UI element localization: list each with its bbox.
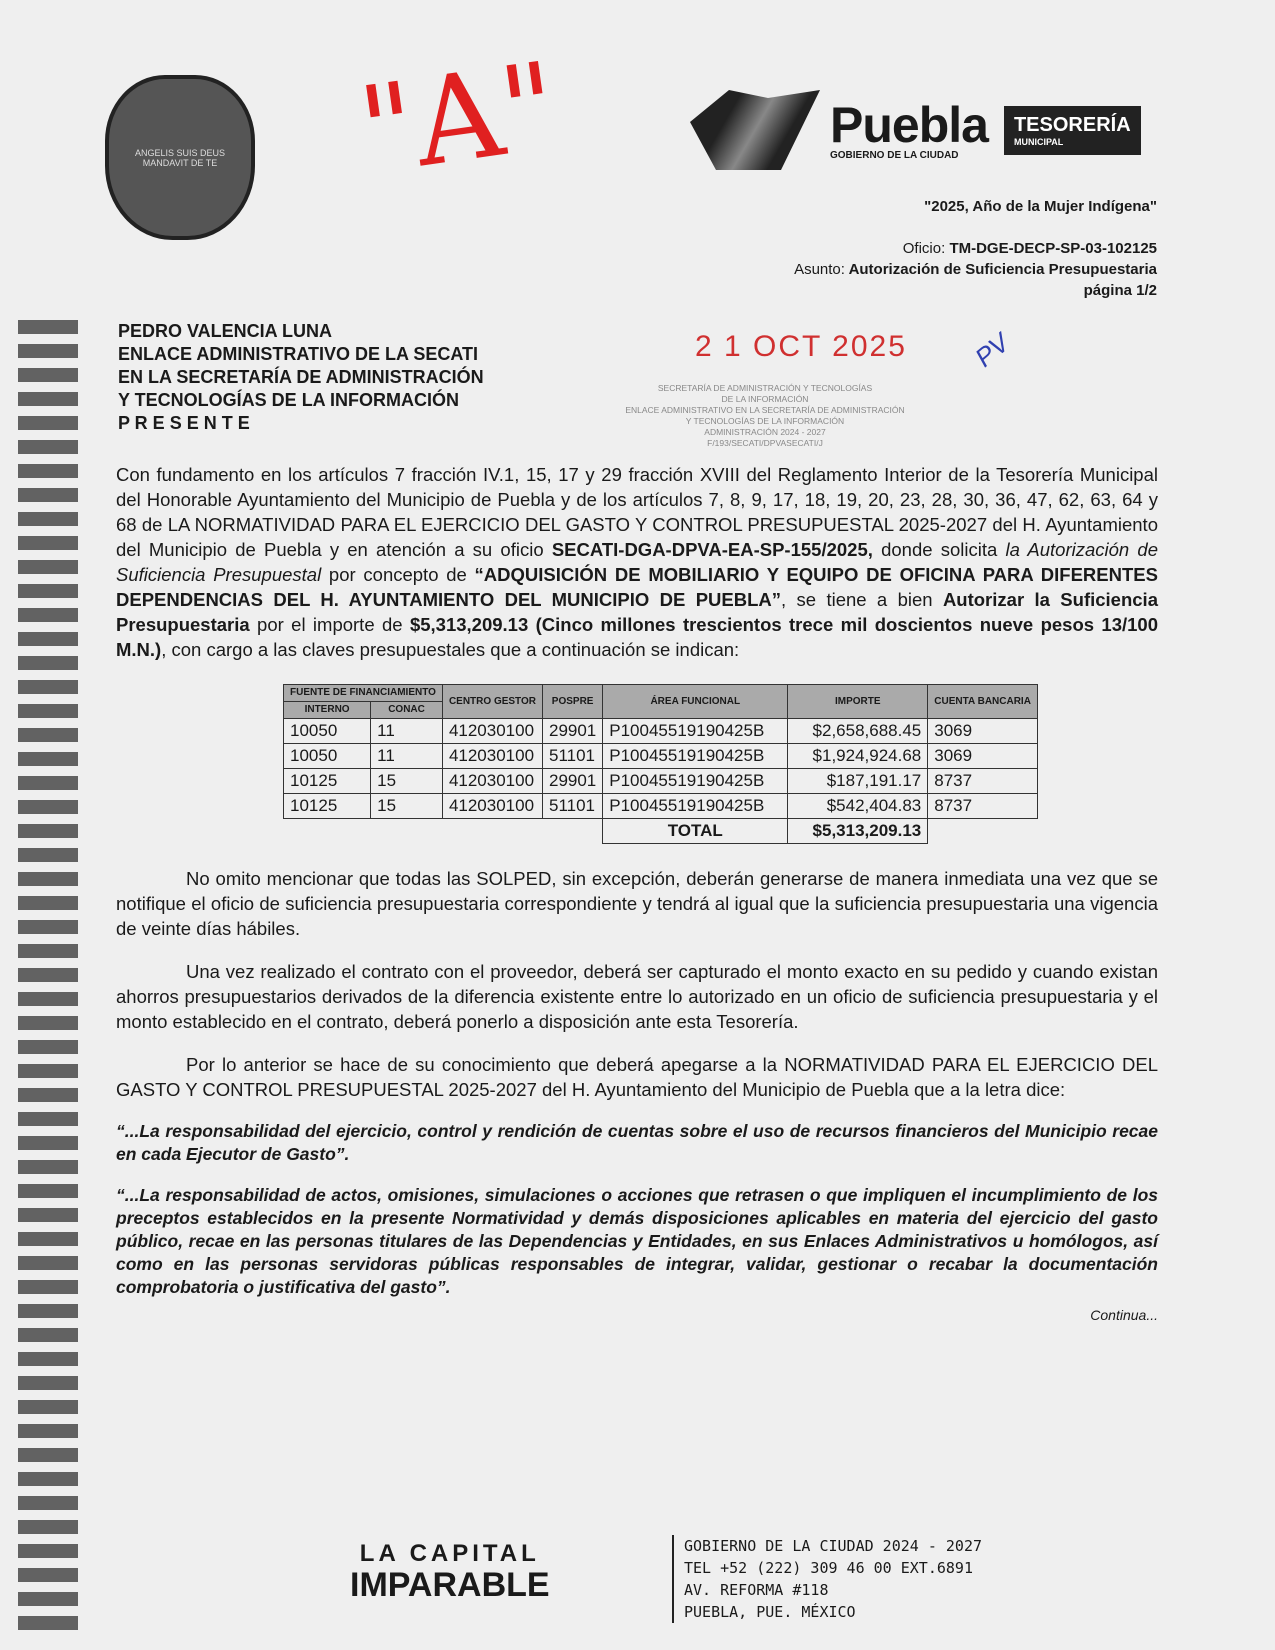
table-cell: P10045519190425B bbox=[603, 769, 788, 794]
table-row bbox=[284, 719, 1038, 744]
col-header: CUENTA BANCARIA bbox=[928, 685, 1038, 719]
col-header: POSPRE bbox=[542, 685, 602, 719]
text: donde solicita bbox=[872, 539, 1006, 560]
received-date-stamp: 2 1 OCT 2025 bbox=[695, 330, 907, 363]
oficio-label: Oficio: bbox=[902, 240, 946, 257]
paragraph-main bbox=[116, 462, 1158, 662]
table-cell: 15 bbox=[371, 794, 443, 819]
stamp-line: Y TECNOLOGÍAS DE LA INFORMACIÓN bbox=[685, 416, 845, 426]
stamp-line: DE LA INFORMACIÓN bbox=[721, 394, 809, 404]
logo-name: Puebla bbox=[830, 96, 988, 153]
table-row bbox=[284, 794, 1038, 819]
asunto: Autorización de Suficiencia Presupuestaria bbox=[848, 261, 1157, 278]
table-cell: 11 bbox=[371, 744, 443, 769]
table-cell: 412030100 bbox=[442, 794, 542, 819]
asunto-label: Asunto: bbox=[794, 261, 845, 278]
motto: "2025, Año de la Mujer Indígena" bbox=[924, 198, 1157, 215]
table-cell: 8737 bbox=[928, 769, 1038, 794]
table-cell: P10045519190425B bbox=[603, 794, 788, 819]
reference-block bbox=[794, 238, 1157, 301]
col-header: IMPORTE bbox=[788, 685, 928, 719]
paragraph-contrato: Una vez realizado el contrato con el proveedor, deberá ser capturado el monto exacto en su pedido y cuando existan ahorros presupuestarios derivados de la diferencia existente entre lo autorizado en un oficio de suficiencia presupuestaria y el monto establecido en el contrato, deberá ponerlo a disposición ante esta Tesorería. bbox=[116, 961, 1158, 1032]
budget-table bbox=[283, 684, 1038, 844]
addressee-line: ENLACE ADMINISTRATIVO DE LA SECATI bbox=[118, 344, 478, 364]
text: Autorizar la Suficiencia Presupuestaria bbox=[116, 589, 1158, 635]
letter-body bbox=[116, 462, 1158, 1323]
addressee-line: EN LA SECRETARÍA DE ADMINISTRACIÓN bbox=[118, 367, 484, 387]
col-header: CENTRO GESTOR bbox=[442, 685, 542, 719]
table-cell: 10050 bbox=[284, 744, 371, 769]
empty-cell bbox=[928, 819, 1038, 844]
empty-cell bbox=[284, 819, 603, 844]
paragraph-solped: No omito mencionar que todas las SOLPED, sin excepción, deberán generarse de manera inmediata una vez que se notifique el oficio de suficiencia presupuestaria correspondiente y tendrá al igual que la suficiencia presupuestaria una vigencia de veinte días hábiles. bbox=[116, 868, 1158, 939]
table-cell: 8737 bbox=[928, 794, 1038, 819]
col-header: CONAC bbox=[371, 702, 443, 719]
text: , se tiene a bien bbox=[781, 589, 943, 610]
dept: TESORERÍA bbox=[1013, 113, 1131, 136]
text: $5,313,209.13 (Cinco millones trescientos trece mil doscientos nueve pesos 13/100 M.N.) bbox=[116, 614, 1158, 660]
puebla-logo bbox=[690, 90, 1141, 170]
page-number: página 1/2 bbox=[1083, 282, 1157, 299]
addressee bbox=[118, 320, 484, 435]
handwritten-initials: PV bbox=[969, 327, 1015, 373]
table-cell: 412030100 bbox=[442, 744, 542, 769]
address-line: PUEBLA, PUE. MÉXICO bbox=[684, 1603, 856, 1621]
text: la Autorización de Suficiencia Presupuestal bbox=[116, 539, 1158, 585]
addressee-line: Y TECNOLOGÍAS DE LA INFORMACIÓN bbox=[118, 390, 460, 410]
table-cell: $542,404.83 bbox=[788, 794, 928, 819]
address-line: TEL +52 (222) 309 46 00 EXT.6891 bbox=[684, 1559, 973, 1577]
logo-art-icon bbox=[690, 90, 820, 170]
municipal-seal bbox=[105, 75, 255, 240]
address-line: AV. REFORMA #118 bbox=[684, 1581, 829, 1599]
slogan-line: IMPARABLE bbox=[350, 1566, 550, 1604]
table-cell: P10045519190425B bbox=[603, 744, 788, 769]
table-cell: 29901 bbox=[542, 719, 602, 744]
decorative-border bbox=[18, 320, 78, 1640]
quote-2: “...La responsabilidad de actos, omisiones, simulaciones o acciones que retrasen o que impliquen el incumplimiento de los preceptos establecidos en la presente Normatividad y demás disposiciones aplicables en materia del ejercicio del gasto público, recae en las personas titulares de las Dependencias y Entidades, en sus Enlaces Administrativos u homólogos, así como en las personas servidoras públicas responsables de integrar, validar, gestionar o recabar la documentación comprobatoria o justificativa del gasto”. bbox=[116, 1185, 1158, 1297]
received-stamp bbox=[585, 383, 945, 449]
table-cell: 15 bbox=[371, 769, 443, 794]
total-value: $5,313,209.13 bbox=[788, 819, 928, 844]
table-cell: 412030100 bbox=[442, 769, 542, 794]
addressee-line: PEDRO VALENCIA LUNA bbox=[118, 321, 333, 341]
footer-address bbox=[672, 1535, 982, 1623]
text: SECATI-DGA-DPVA-EA-SP-155/2025, bbox=[551, 539, 873, 560]
table-cell: 10050 bbox=[284, 719, 371, 744]
table-row bbox=[284, 744, 1038, 769]
table-cell: P10045519190425B bbox=[603, 719, 788, 744]
text: por el importe de bbox=[249, 614, 410, 635]
oficio-number: TM-DGE-DECP-SP-03-102125 bbox=[949, 240, 1157, 257]
text: por concepto de bbox=[321, 564, 475, 585]
col-header: ÁREA FUNCIONAL bbox=[603, 685, 788, 719]
text: “ADQUISICIÓN DE MOBILIARIO Y EQUIPO DE OFICINA PARA DIFERENTES DEPENDENCIAS DEL H. AYUNTAMIENTO DEL MUNICIPIO DE PUEBLA” bbox=[116, 564, 1158, 610]
logo-sub: GOBIERNO DE LA CIUDAD bbox=[830, 149, 959, 161]
footer-slogan bbox=[350, 1540, 550, 1602]
slogan-line: LA CAPITAL bbox=[359, 1540, 540, 1567]
stamp-line: F/193/SECATI/DPVASECATI/J bbox=[707, 438, 823, 448]
total-row bbox=[284, 819, 1038, 844]
paragraph-normatividad: Por lo anterior se hace de su conocimiento que deberá apegarse a la NORMATIVIDAD PARA EL EJERCICIO DEL GASTO Y CONTROL PRESUPUESTAL 2025-2027 del H. Ayuntamiento del Municipio de Puebla que a la letra dice: bbox=[116, 1054, 1158, 1100]
quote-1: “...La responsabilidad del ejercicio, control y rendición de cuentas sobre el uso de recursos financieros del Municipio recae en cada Ejecutor de Gasto”. bbox=[116, 1121, 1158, 1164]
address-line: GOBIERNO DE LA CIUDAD 2024 - 2027 bbox=[684, 1537, 983, 1555]
table-cell: 51101 bbox=[542, 744, 602, 769]
table-cell: 51101 bbox=[542, 794, 602, 819]
text: , con cargo a las claves presupuestales que a continuación se indican: bbox=[161, 639, 740, 660]
table-cell: 11 bbox=[371, 719, 443, 744]
total-label: TOTAL bbox=[603, 819, 788, 844]
table-cell: $1,924,924.68 bbox=[788, 744, 928, 769]
table-row bbox=[284, 769, 1038, 794]
table-cell: 412030100 bbox=[442, 719, 542, 744]
table-cell: $2,658,688.45 bbox=[788, 719, 928, 744]
table-cell: 10125 bbox=[284, 769, 371, 794]
stamp-line: ADMINISTRACIÓN 2024 - 2027 bbox=[704, 427, 826, 437]
dept-sub: MUNICIPAL bbox=[1013, 136, 1064, 147]
stamp-line: SECRETARÍA DE ADMINISTRACIÓN Y TECNOLOGÍAS bbox=[657, 383, 873, 393]
col-header: INTERNO bbox=[284, 702, 371, 719]
addressee-line: P R E S E N T E bbox=[118, 413, 250, 433]
seal-text: ANGELIS SUIS DEUS MANDAVIT DE TE bbox=[134, 147, 226, 168]
table-cell: 3069 bbox=[928, 744, 1038, 769]
stamp-line: ENLACE ADMINISTRATIVO EN LA SECRETARÍA DE ADMINISTRACIÓN bbox=[625, 405, 905, 415]
dept-badge bbox=[1004, 106, 1141, 155]
table-cell: 3069 bbox=[928, 719, 1038, 744]
table-cell: $187,191.17 bbox=[788, 769, 928, 794]
handwritten-annotation: "A" bbox=[351, 36, 566, 203]
col-header: FUENTE DE FINANCIAMIENTO bbox=[284, 685, 443, 702]
table-cell: 10125 bbox=[284, 794, 371, 819]
continua: Continua... bbox=[1090, 1307, 1158, 1323]
table-cell: 29901 bbox=[542, 769, 602, 794]
text: Con fundamento en los artículos 7 fracción IV.1, 15, 17 y 29 fracción XVIII del Reglamento Interior de la Tesorería Municipal del Honorable Ayuntamiento del Municipio de Puebla y de los artículos 7, 8, 9, 17, 18, 19, 20, 23, 28, 30, 36, 47, 62, 63, 64 y 68 de LA NORMATIVIDAD PARA EL EJERCICIO DEL GASTO Y CONTROL PRESUPUESTAL 2025-2027 del H. Ayuntamiento del Municipio de Puebla y en atención a su oficio bbox=[116, 464, 1158, 560]
